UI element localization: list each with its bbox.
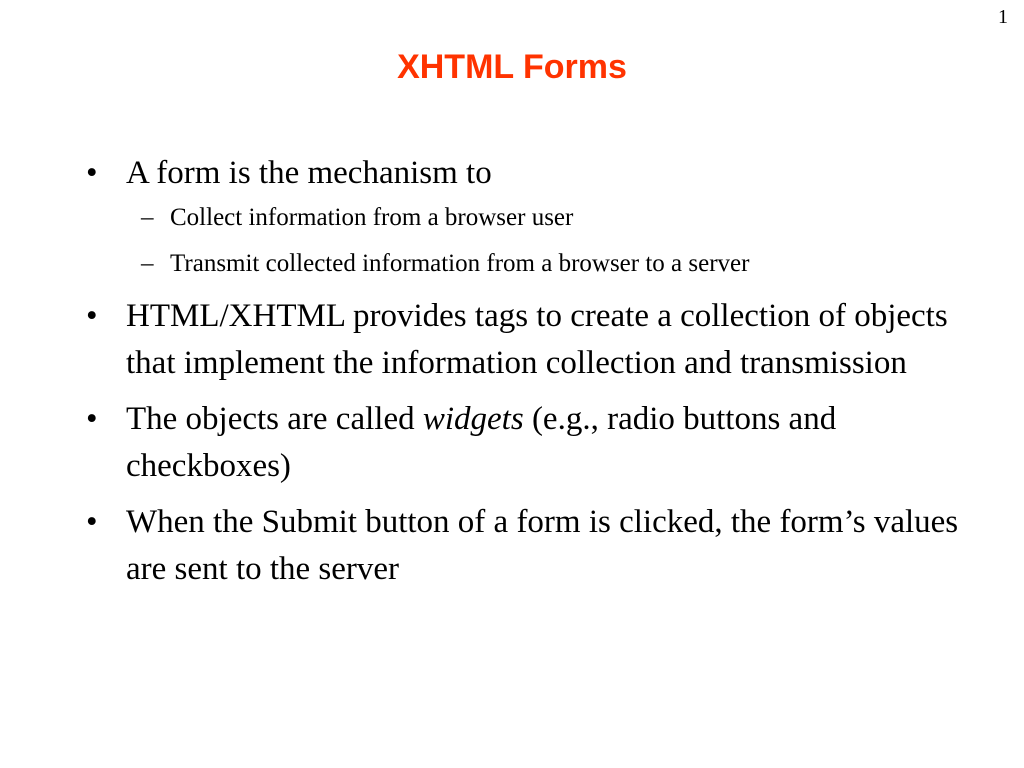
- emphasis-widgets: widgets: [422, 401, 524, 437]
- slide-title: XHTML Forms: [397, 48, 627, 86]
- sub-bullet-item: [126, 247, 966, 281]
- bullet-item: [86, 499, 966, 593]
- bullet-text-end: (e.g., radio buttons and checkboxes): [126, 401, 837, 484]
- bullet-marker: •: [86, 155, 98, 191]
- bullet-marker: •: [86, 401, 98, 437]
- bullet-marker: •: [86, 504, 98, 540]
- bullet-text: HTML/XHTML provides tags to create a collection of objects that implement the information collection and transmission: [126, 298, 948, 381]
- bullet-list: [86, 150, 966, 602]
- bullet-text: A form is the mechanism to: [126, 155, 492, 191]
- dash-marker: –: [141, 204, 154, 231]
- sub-bullet-text: Collect information from a browser user: [170, 204, 574, 231]
- bullet-marker: •: [86, 298, 98, 334]
- bullet-item: [86, 293, 966, 387]
- bullet-text: When the Submit button of a form is clicked, the form’s values are sent to the server: [126, 504, 959, 587]
- bullet-text-start: The objects are called: [126, 401, 423, 437]
- dash-marker: –: [141, 250, 154, 277]
- sub-bullet-item: [126, 201, 966, 235]
- sub-bullet-text: Transmit collected information from a browser to a server: [170, 250, 750, 277]
- bullet-item: [86, 396, 966, 490]
- bullet-item: [86, 150, 966, 281]
- sub-bullet-list: [126, 201, 966, 281]
- page-number: 1: [998, 6, 1008, 28]
